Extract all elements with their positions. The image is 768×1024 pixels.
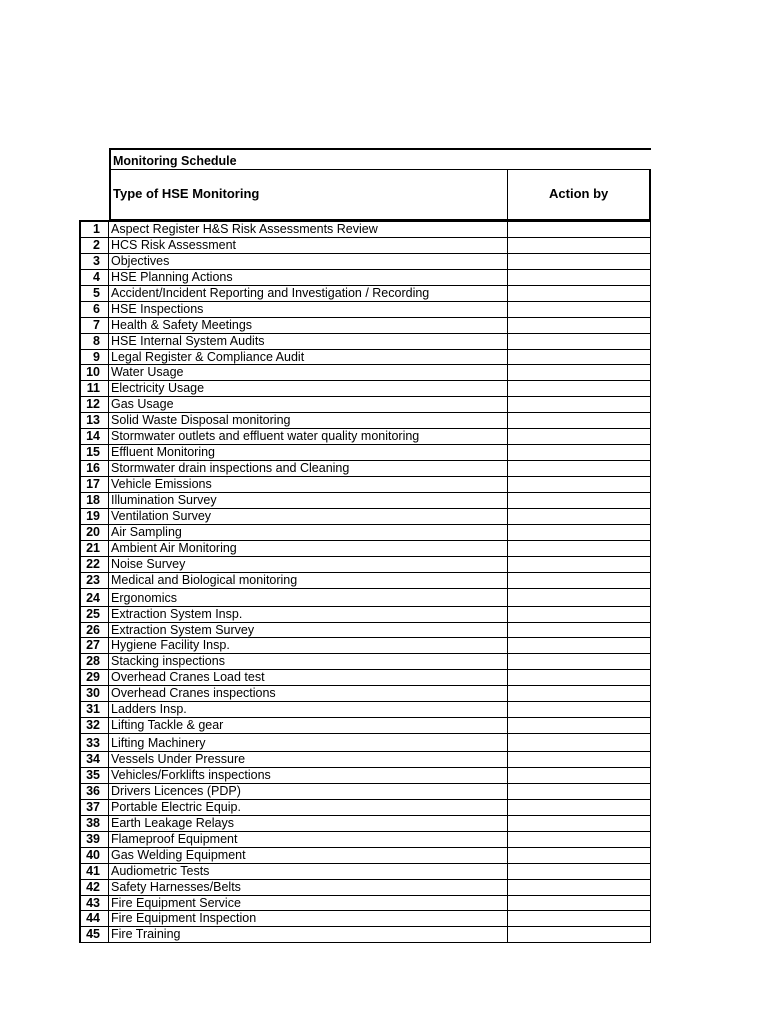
monitoring-type-cell: Audiometric Tests — [109, 864, 508, 880]
table-row — [79, 718, 651, 734]
table-row — [79, 638, 651, 654]
row-number: 33 — [79, 734, 109, 752]
table-row — [79, 238, 651, 254]
row-number: 3 — [79, 254, 109, 270]
table-row — [79, 654, 651, 670]
row-number: 8 — [79, 334, 109, 350]
table-row — [79, 541, 651, 557]
action-by-cell[interactable] — [508, 254, 651, 270]
action-by-cell[interactable] — [508, 911, 651, 927]
row-number: 39 — [79, 832, 109, 848]
action-by-cell[interactable] — [508, 334, 651, 350]
column-header-type: Type of HSE Monitoring — [111, 170, 508, 219]
table-row — [79, 397, 651, 413]
monitoring-type-cell: Stormwater drain inspections and Cleaning — [109, 461, 508, 477]
row-number: 12 — [79, 397, 109, 413]
row-number: 43 — [79, 896, 109, 912]
table-row — [79, 800, 651, 816]
row-number: 30 — [79, 686, 109, 702]
monitoring-type-cell: HSE Inspections — [109, 302, 508, 318]
table-row — [79, 222, 651, 238]
monitoring-type-cell: Lifting Tackle & gear — [109, 718, 508, 734]
row-number: 31 — [79, 702, 109, 718]
row-number: 21 — [79, 541, 109, 557]
row-number: 29 — [79, 670, 109, 686]
row-number: 28 — [79, 654, 109, 670]
action-by-cell[interactable] — [508, 493, 651, 509]
action-by-cell[interactable] — [508, 541, 651, 557]
monitoring-type-cell: Vehicle Emissions — [109, 477, 508, 493]
row-number: 32 — [79, 718, 109, 734]
table-row — [79, 557, 651, 573]
table-row — [79, 477, 651, 493]
table-row — [79, 270, 651, 286]
action-by-cell[interactable] — [508, 509, 651, 525]
table-row — [79, 445, 651, 461]
table-row — [79, 413, 651, 429]
action-by-cell[interactable] — [508, 302, 651, 318]
table-row — [79, 880, 651, 896]
table-row — [79, 848, 651, 864]
table-row — [79, 832, 651, 848]
monitoring-type-cell: Gas Usage — [109, 397, 508, 413]
action-by-cell[interactable] — [508, 832, 651, 848]
column-headers — [111, 170, 651, 220]
row-number: 25 — [79, 607, 109, 623]
row-number: 35 — [79, 768, 109, 784]
row-number: 17 — [79, 477, 109, 493]
table-row — [79, 607, 651, 623]
action-by-cell[interactable] — [508, 896, 651, 912]
row-number: 18 — [79, 493, 109, 509]
monitoring-type-cell: Safety Harnesses/Belts — [109, 880, 508, 896]
monitoring-type-cell: Fire Equipment Service — [109, 896, 508, 912]
row-number: 14 — [79, 429, 109, 445]
monitoring-type-cell: Fire Equipment Inspection — [109, 911, 508, 927]
action-by-cell[interactable] — [508, 238, 651, 254]
monitoring-type-cell: Water Usage — [109, 365, 508, 381]
table-row — [79, 318, 651, 334]
table-header — [109, 148, 651, 220]
monitoring-type-cell: Ventilation Survey — [109, 509, 508, 525]
row-number: 7 — [79, 318, 109, 334]
row-number: 36 — [79, 784, 109, 800]
table-row — [79, 365, 651, 381]
monitoring-type-cell: Drivers Licences (PDP) — [109, 784, 508, 800]
table-row — [79, 509, 651, 525]
action-by-cell[interactable] — [508, 270, 651, 286]
table-row — [79, 493, 651, 509]
monitoring-type-cell: Objectives — [109, 254, 508, 270]
action-by-cell[interactable] — [508, 718, 651, 734]
monitoring-type-cell: Legal Register & Compliance Audit — [109, 350, 508, 366]
monitoring-type-cell: Health & Safety Meetings — [109, 318, 508, 334]
row-number: 16 — [79, 461, 109, 477]
row-number: 41 — [79, 864, 109, 880]
row-number: 20 — [79, 525, 109, 541]
monitoring-schedule-table — [79, 148, 651, 943]
table-row — [79, 816, 651, 832]
table-row — [79, 623, 651, 639]
action-by-cell[interactable] — [508, 445, 651, 461]
table-row — [79, 702, 651, 718]
row-number: 23 — [79, 573, 109, 589]
table-title: Monitoring Schedule — [111, 150, 651, 170]
monitoring-type-cell: Overhead Cranes inspections — [109, 686, 508, 702]
table-row — [79, 573, 651, 589]
monitoring-type-cell: Electricity Usage — [109, 381, 508, 397]
row-number: 4 — [79, 270, 109, 286]
action-by-cell[interactable] — [508, 702, 651, 718]
monitoring-type-cell: Flameproof Equipment — [109, 832, 508, 848]
action-by-cell[interactable] — [508, 784, 651, 800]
monitoring-type-cell: HSE Internal System Audits — [109, 334, 508, 350]
action-by-cell[interactable] — [508, 318, 651, 334]
table-row — [79, 381, 651, 397]
row-number: 10 — [79, 365, 109, 381]
action-by-cell[interactable] — [508, 768, 651, 784]
action-by-cell[interactable] — [508, 623, 651, 639]
table-row — [79, 864, 651, 880]
action-by-cell[interactable] — [508, 734, 651, 752]
table-row — [79, 752, 651, 768]
monitoring-type-cell: Effluent Monitoring — [109, 445, 508, 461]
row-number: 5 — [79, 286, 109, 302]
action-by-cell[interactable] — [508, 365, 651, 381]
table-row — [79, 589, 651, 607]
action-by-cell[interactable] — [508, 848, 651, 864]
monitoring-type-cell: Solid Waste Disposal monitoring — [109, 413, 508, 429]
action-by-cell[interactable] — [508, 429, 651, 445]
table-row — [79, 429, 651, 445]
table-row — [79, 350, 651, 366]
table-row — [79, 254, 651, 270]
monitoring-type-cell: Medical and Biological monitoring — [109, 573, 508, 589]
action-by-cell[interactable] — [508, 525, 651, 541]
row-number: 40 — [79, 848, 109, 864]
action-by-cell[interactable] — [508, 286, 651, 302]
column-header-action-by: Action by — [508, 170, 651, 219]
action-by-cell[interactable] — [508, 573, 651, 589]
monitoring-type-cell: Extraction System Survey — [109, 623, 508, 639]
action-by-cell[interactable] — [508, 222, 651, 238]
monitoring-type-cell: Portable Electric Equip. — [109, 800, 508, 816]
monitoring-type-cell: Accident/Incident Reporting and Investigation / Recording — [109, 286, 508, 302]
table-row — [79, 461, 651, 477]
row-number: 11 — [79, 381, 109, 397]
row-number: 2 — [79, 238, 109, 254]
action-by-cell[interactable] — [508, 927, 651, 943]
monitoring-type-cell: Hygiene Facility Insp. — [109, 638, 508, 654]
action-by-cell[interactable] — [508, 670, 651, 686]
action-by-cell[interactable] — [508, 350, 651, 366]
monitoring-type-cell: Vessels Under Pressure — [109, 752, 508, 768]
action-by-cell[interactable] — [508, 557, 651, 573]
action-by-cell[interactable] — [508, 864, 651, 880]
action-by-cell[interactable] — [508, 752, 651, 768]
table-row — [79, 768, 651, 784]
action-by-cell[interactable] — [508, 589, 651, 607]
monitoring-type-cell: Extraction System Insp. — [109, 607, 508, 623]
action-by-cell[interactable] — [508, 397, 651, 413]
monitoring-type-cell: Stacking inspections — [109, 654, 508, 670]
row-number: 26 — [79, 623, 109, 639]
table-row — [79, 734, 651, 752]
row-number: 19 — [79, 509, 109, 525]
row-number: 37 — [79, 800, 109, 816]
monitoring-type-cell: Ergonomics — [109, 589, 508, 607]
table-body — [79, 220, 651, 943]
action-by-cell[interactable] — [508, 381, 651, 397]
action-by-cell[interactable] — [508, 461, 651, 477]
action-by-cell[interactable] — [508, 816, 651, 832]
monitoring-type-cell: Gas Welding Equipment — [109, 848, 508, 864]
row-number: 6 — [79, 302, 109, 318]
action-by-cell[interactable] — [508, 477, 651, 493]
row-number: 45 — [79, 927, 109, 943]
monitoring-type-cell: Stormwater outlets and effluent water quality monitoring — [109, 429, 508, 445]
row-number: 42 — [79, 880, 109, 896]
row-number: 1 — [79, 222, 109, 238]
action-by-cell[interactable] — [508, 686, 651, 702]
row-number: 15 — [79, 445, 109, 461]
row-number: 38 — [79, 816, 109, 832]
monitoring-type-cell: Fire Training — [109, 927, 508, 943]
row-number: 22 — [79, 557, 109, 573]
row-number: 24 — [79, 589, 109, 607]
row-number: 34 — [79, 752, 109, 768]
row-number: 27 — [79, 638, 109, 654]
action-by-cell[interactable] — [508, 880, 651, 896]
monitoring-type-cell: HCS Risk Assessment — [109, 238, 508, 254]
row-number: 44 — [79, 911, 109, 927]
monitoring-type-cell: Air Sampling — [109, 525, 508, 541]
monitoring-type-cell: Ladders Insp. — [109, 702, 508, 718]
row-number: 13 — [79, 413, 109, 429]
table-row — [79, 670, 651, 686]
table-row — [79, 896, 651, 912]
table-row — [79, 286, 651, 302]
action-by-cell[interactable] — [508, 654, 651, 670]
table-row — [79, 525, 651, 541]
table-row — [79, 784, 651, 800]
monitoring-type-cell: HSE Planning Actions — [109, 270, 508, 286]
table-row — [79, 927, 651, 943]
table-row — [79, 686, 651, 702]
monitoring-type-cell: Earth Leakage Relays — [109, 816, 508, 832]
monitoring-type-cell: Noise Survey — [109, 557, 508, 573]
table-row — [79, 334, 651, 350]
monitoring-type-cell: Aspect Register H&S Risk Assessments Review — [109, 222, 508, 238]
table-row — [79, 911, 651, 927]
action-by-cell[interactable] — [508, 800, 651, 816]
monitoring-type-cell: Ambient Air Monitoring — [109, 541, 508, 557]
action-by-cell[interactable] — [508, 413, 651, 429]
action-by-cell[interactable] — [508, 638, 651, 654]
monitoring-type-cell: Vehicles/Forklifts inspections — [109, 768, 508, 784]
row-number: 9 — [79, 350, 109, 366]
table-row — [79, 302, 651, 318]
monitoring-type-cell: Illumination Survey — [109, 493, 508, 509]
monitoring-type-cell: Overhead Cranes Load test — [109, 670, 508, 686]
monitoring-type-cell: Lifting Machinery — [109, 734, 508, 752]
action-by-cell[interactable] — [508, 607, 651, 623]
